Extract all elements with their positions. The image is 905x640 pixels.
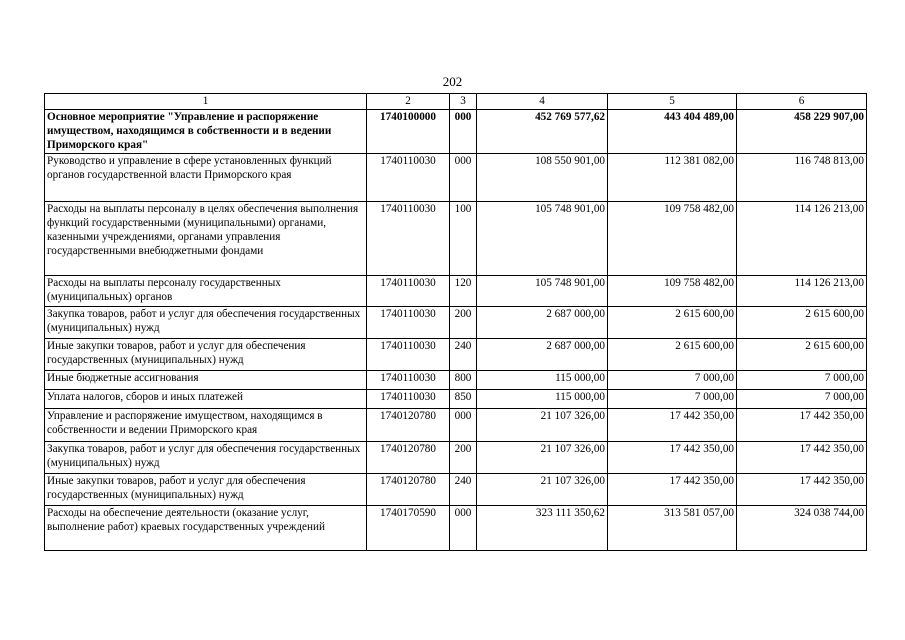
column-header: 1 — [45, 94, 367, 110]
row-type-cell: 200 — [450, 441, 477, 473]
row-value-col6-cell: 114 126 213,00 — [737, 201, 867, 275]
row-name-cell: Иные закупки товаров, работ и услуг для обеспечения государственных (муниципальных) нужд — [45, 338, 367, 370]
row-type-cell: 000 — [450, 110, 477, 154]
row-value-col4-cell: 2 687 000,00 — [477, 338, 608, 370]
row-value-col6-cell: 324 038 744,00 — [737, 505, 867, 550]
row-value-col4-cell: 21 107 326,00 — [477, 408, 608, 441]
row-value-col5-cell: 17 442 350,00 — [608, 441, 737, 473]
row-type-cell: 240 — [450, 473, 477, 505]
row-value-col5-cell: 7 000,00 — [608, 389, 737, 408]
row-type-cell: 100 — [450, 201, 477, 275]
row-value-col6-cell: 458 229 907,00 — [737, 110, 867, 154]
row-value-col4-cell: 323 111 350,62 — [477, 505, 608, 550]
row-value-col6-cell: 17 442 350,00 — [737, 408, 867, 441]
row-value-col5-cell: 109 758 482,00 — [608, 201, 737, 275]
row-value-col5-cell: 2 615 600,00 — [608, 306, 737, 338]
column-header: 3 — [450, 94, 477, 110]
row-name-cell: Основное мероприятие "Управление и распоряжение имуществом, находящимся в собственности и в ведении Приморского края" — [45, 110, 367, 154]
table-row — [45, 306, 867, 338]
table-row — [45, 408, 867, 441]
row-code-cell: 1740110030 — [367, 275, 450, 306]
row-value-col5-cell: 109 758 482,00 — [608, 275, 737, 306]
row-code-cell: 1740110030 — [367, 370, 450, 389]
row-value-col5-cell: 2 615 600,00 — [608, 338, 737, 370]
row-code-cell: 1740120780 — [367, 473, 450, 505]
row-name-cell: Расходы на выплаты персоналу государственных (муниципальных) органов — [45, 275, 367, 306]
row-code-cell: 1740120780 — [367, 408, 450, 441]
header-row — [45, 94, 867, 110]
row-name-cell: Руководство и управление в сфере установленных функций органов государственной власти Приморского края — [45, 153, 367, 201]
row-code-cell: 1740100000 — [367, 110, 450, 154]
page-number: 202 — [442, 74, 463, 89]
column-header: 4 — [477, 94, 608, 110]
table-row — [45, 389, 867, 408]
table-row — [45, 441, 867, 473]
row-value-col4-cell: 21 107 326,00 — [477, 441, 608, 473]
budget-table — [44, 93, 867, 551]
column-header: 6 — [737, 94, 867, 110]
row-type-cell: 200 — [450, 306, 477, 338]
row-value-col6-cell: 7 000,00 — [737, 370, 867, 389]
table-row — [45, 473, 867, 505]
row-name-cell: Управление и распоряжение имуществом, находящимся в собственности и ведении Приморского края — [45, 408, 367, 441]
row-code-cell: 1740110030 — [367, 201, 450, 275]
row-value-col6-cell: 2 615 600,00 — [737, 338, 867, 370]
row-value-col4-cell: 452 769 577,62 — [477, 110, 608, 154]
row-value-col4-cell: 115 000,00 — [477, 389, 608, 408]
row-name-cell: Закупка товаров, работ и услуг для обеспечения государственных (муниципальных) нужд — [45, 306, 367, 338]
row-code-cell: 1740110030 — [367, 338, 450, 370]
row-value-col4-cell: 108 550 901,00 — [477, 153, 608, 201]
row-value-col4-cell: 21 107 326,00 — [477, 473, 608, 505]
row-code-cell: 1740110030 — [367, 306, 450, 338]
row-name-cell: Расходы на выплаты персоналу в целях обеспечения выполнения функций государственными (муниципальными) органами, казенными учреждениями, органами управления государственными внебюджетными фондами — [45, 201, 367, 275]
column-header: 2 — [367, 94, 450, 110]
row-type-cell: 120 — [450, 275, 477, 306]
column-header: 5 — [608, 94, 737, 110]
table-row — [45, 201, 867, 275]
row-type-cell: 000 — [450, 505, 477, 550]
row-name-cell: Уплата налогов, сборов и иных платежей — [45, 389, 367, 408]
row-type-cell: 240 — [450, 338, 477, 370]
row-value-col5-cell: 313 581 057,00 — [608, 505, 737, 550]
row-name-cell: Закупка товаров, работ и услуг для обеспечения государственных (муниципальных) нужд — [45, 441, 367, 473]
row-code-cell: 1740110030 — [367, 153, 450, 201]
table-row — [45, 505, 867, 550]
row-type-cell: 000 — [450, 153, 477, 201]
row-value-col6-cell: 116 748 813,00 — [737, 153, 867, 201]
row-value-col6-cell: 17 442 350,00 — [737, 473, 867, 505]
row-value-col5-cell: 17 442 350,00 — [608, 473, 737, 505]
table-row — [45, 110, 867, 154]
table-row — [45, 153, 867, 201]
row-name-cell: Расходы на обеспечение деятельности (оказание услуг, выполнение работ) краевых государственных учреждений — [45, 505, 367, 550]
row-code-cell: 1740110030 — [367, 389, 450, 408]
table-row — [45, 275, 867, 306]
row-type-cell: 800 — [450, 370, 477, 389]
row-value-col5-cell: 112 381 082,00 — [608, 153, 737, 201]
row-value-col5-cell: 443 404 489,00 — [608, 110, 737, 154]
row-value-col6-cell: 17 442 350,00 — [737, 441, 867, 473]
table-row — [45, 370, 867, 389]
row-code-cell: 1740120780 — [367, 441, 450, 473]
row-value-col5-cell: 7 000,00 — [608, 370, 737, 389]
row-value-col5-cell: 17 442 350,00 — [608, 408, 737, 441]
row-name-cell: Иные закупки товаров, работ и услуг для обеспечения государственных (муниципальных) нужд — [45, 473, 367, 505]
row-value-col4-cell: 105 748 901,00 — [477, 201, 608, 275]
row-name-cell: Иные бюджетные ассигнования — [45, 370, 367, 389]
row-code-cell: 1740170590 — [367, 505, 450, 550]
row-type-cell: 850 — [450, 389, 477, 408]
row-value-col4-cell: 2 687 000,00 — [477, 306, 608, 338]
row-value-col6-cell: 7 000,00 — [737, 389, 867, 408]
row-value-col4-cell: 105 748 901,00 — [477, 275, 608, 306]
row-value-col6-cell: 2 615 600,00 — [737, 306, 867, 338]
row-value-col6-cell: 114 126 213,00 — [737, 275, 867, 306]
row-value-col4-cell: 115 000,00 — [477, 370, 608, 389]
table-row — [45, 338, 867, 370]
row-type-cell: 000 — [450, 408, 477, 441]
